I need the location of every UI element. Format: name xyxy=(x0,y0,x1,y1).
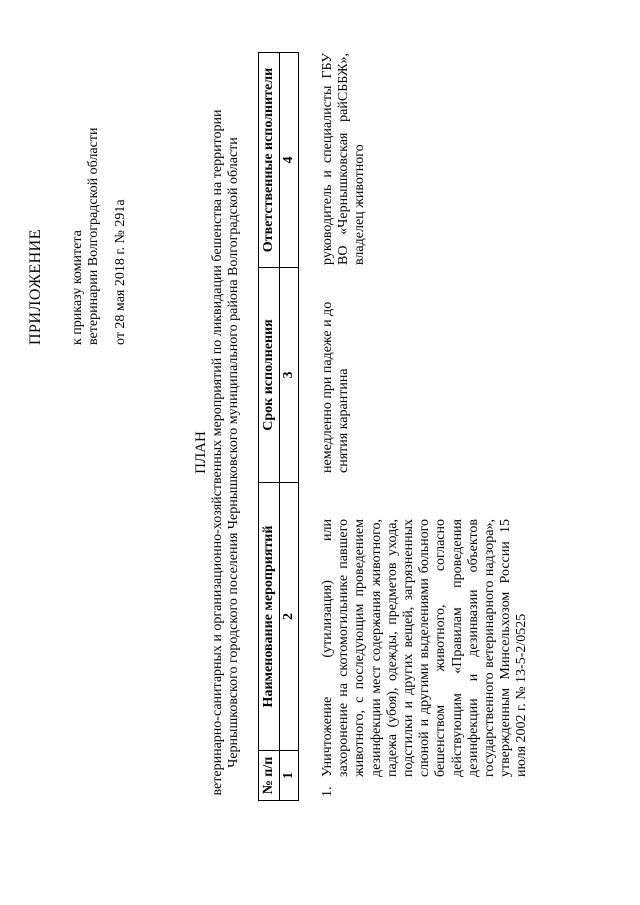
order-date: от 28 мая 2018 г. № 291а xyxy=(113,199,128,345)
header-deadline: Срок исполнения xyxy=(259,268,280,483)
plan-table xyxy=(258,52,299,801)
header-responsible: Ответственные исполнители xyxy=(259,53,280,268)
table-header-row xyxy=(259,53,280,801)
appendix-title: ПРИЛОЖЕНИЕ xyxy=(27,228,44,345)
column-number: 2 xyxy=(280,483,299,751)
order-reference-line1: к приказу комитета xyxy=(70,230,85,345)
column-number-row xyxy=(280,53,299,801)
order-reference-line2: ветеринарии Волгоградской области xyxy=(86,127,101,345)
plan-title: ПЛАН xyxy=(193,431,209,474)
column-number: 1 xyxy=(280,751,299,801)
row-measure-text: Уничтожение (утилизация) или захоронение на скотомогильнике павшего животного, с последующим проведением дезинфекции мест содержания животного, падежа (убоя), одежды, предметов ухода, подстилки и других вещей, загрязненных слюной и другими выделениями больного бешенством животного, согласно действующим «Правилам проведения дезинфекции и дезинвазии объектов государственного ветеринарного надзора», утвержденным Минсельхозом России 15 июля 2002 г. № 13-5-2/0525 xyxy=(320,519,530,777)
plan-subtitle-line1: ветеринарно-санитарных и организационно-хозяйственных мероприятий по ликвидации бешенства на территории xyxy=(210,109,225,796)
row-number: 1. xyxy=(320,786,335,797)
header-measures: Наименование мероприятий xyxy=(259,483,280,751)
header-number: № п/п xyxy=(259,751,280,801)
plan-subtitle-line2: Чернышковского городского поселения Чернышковского муниципального района Волгоградской области xyxy=(226,137,241,768)
column-number: 3 xyxy=(280,268,299,483)
column-number: 4 xyxy=(280,53,299,268)
row-responsible: руководитель и специалисты ГБУ ВО «Чернышковская райСББЖ», владелец животного xyxy=(320,53,367,265)
row-deadline: немедленно при падеже и до снятия карантина xyxy=(320,301,351,473)
